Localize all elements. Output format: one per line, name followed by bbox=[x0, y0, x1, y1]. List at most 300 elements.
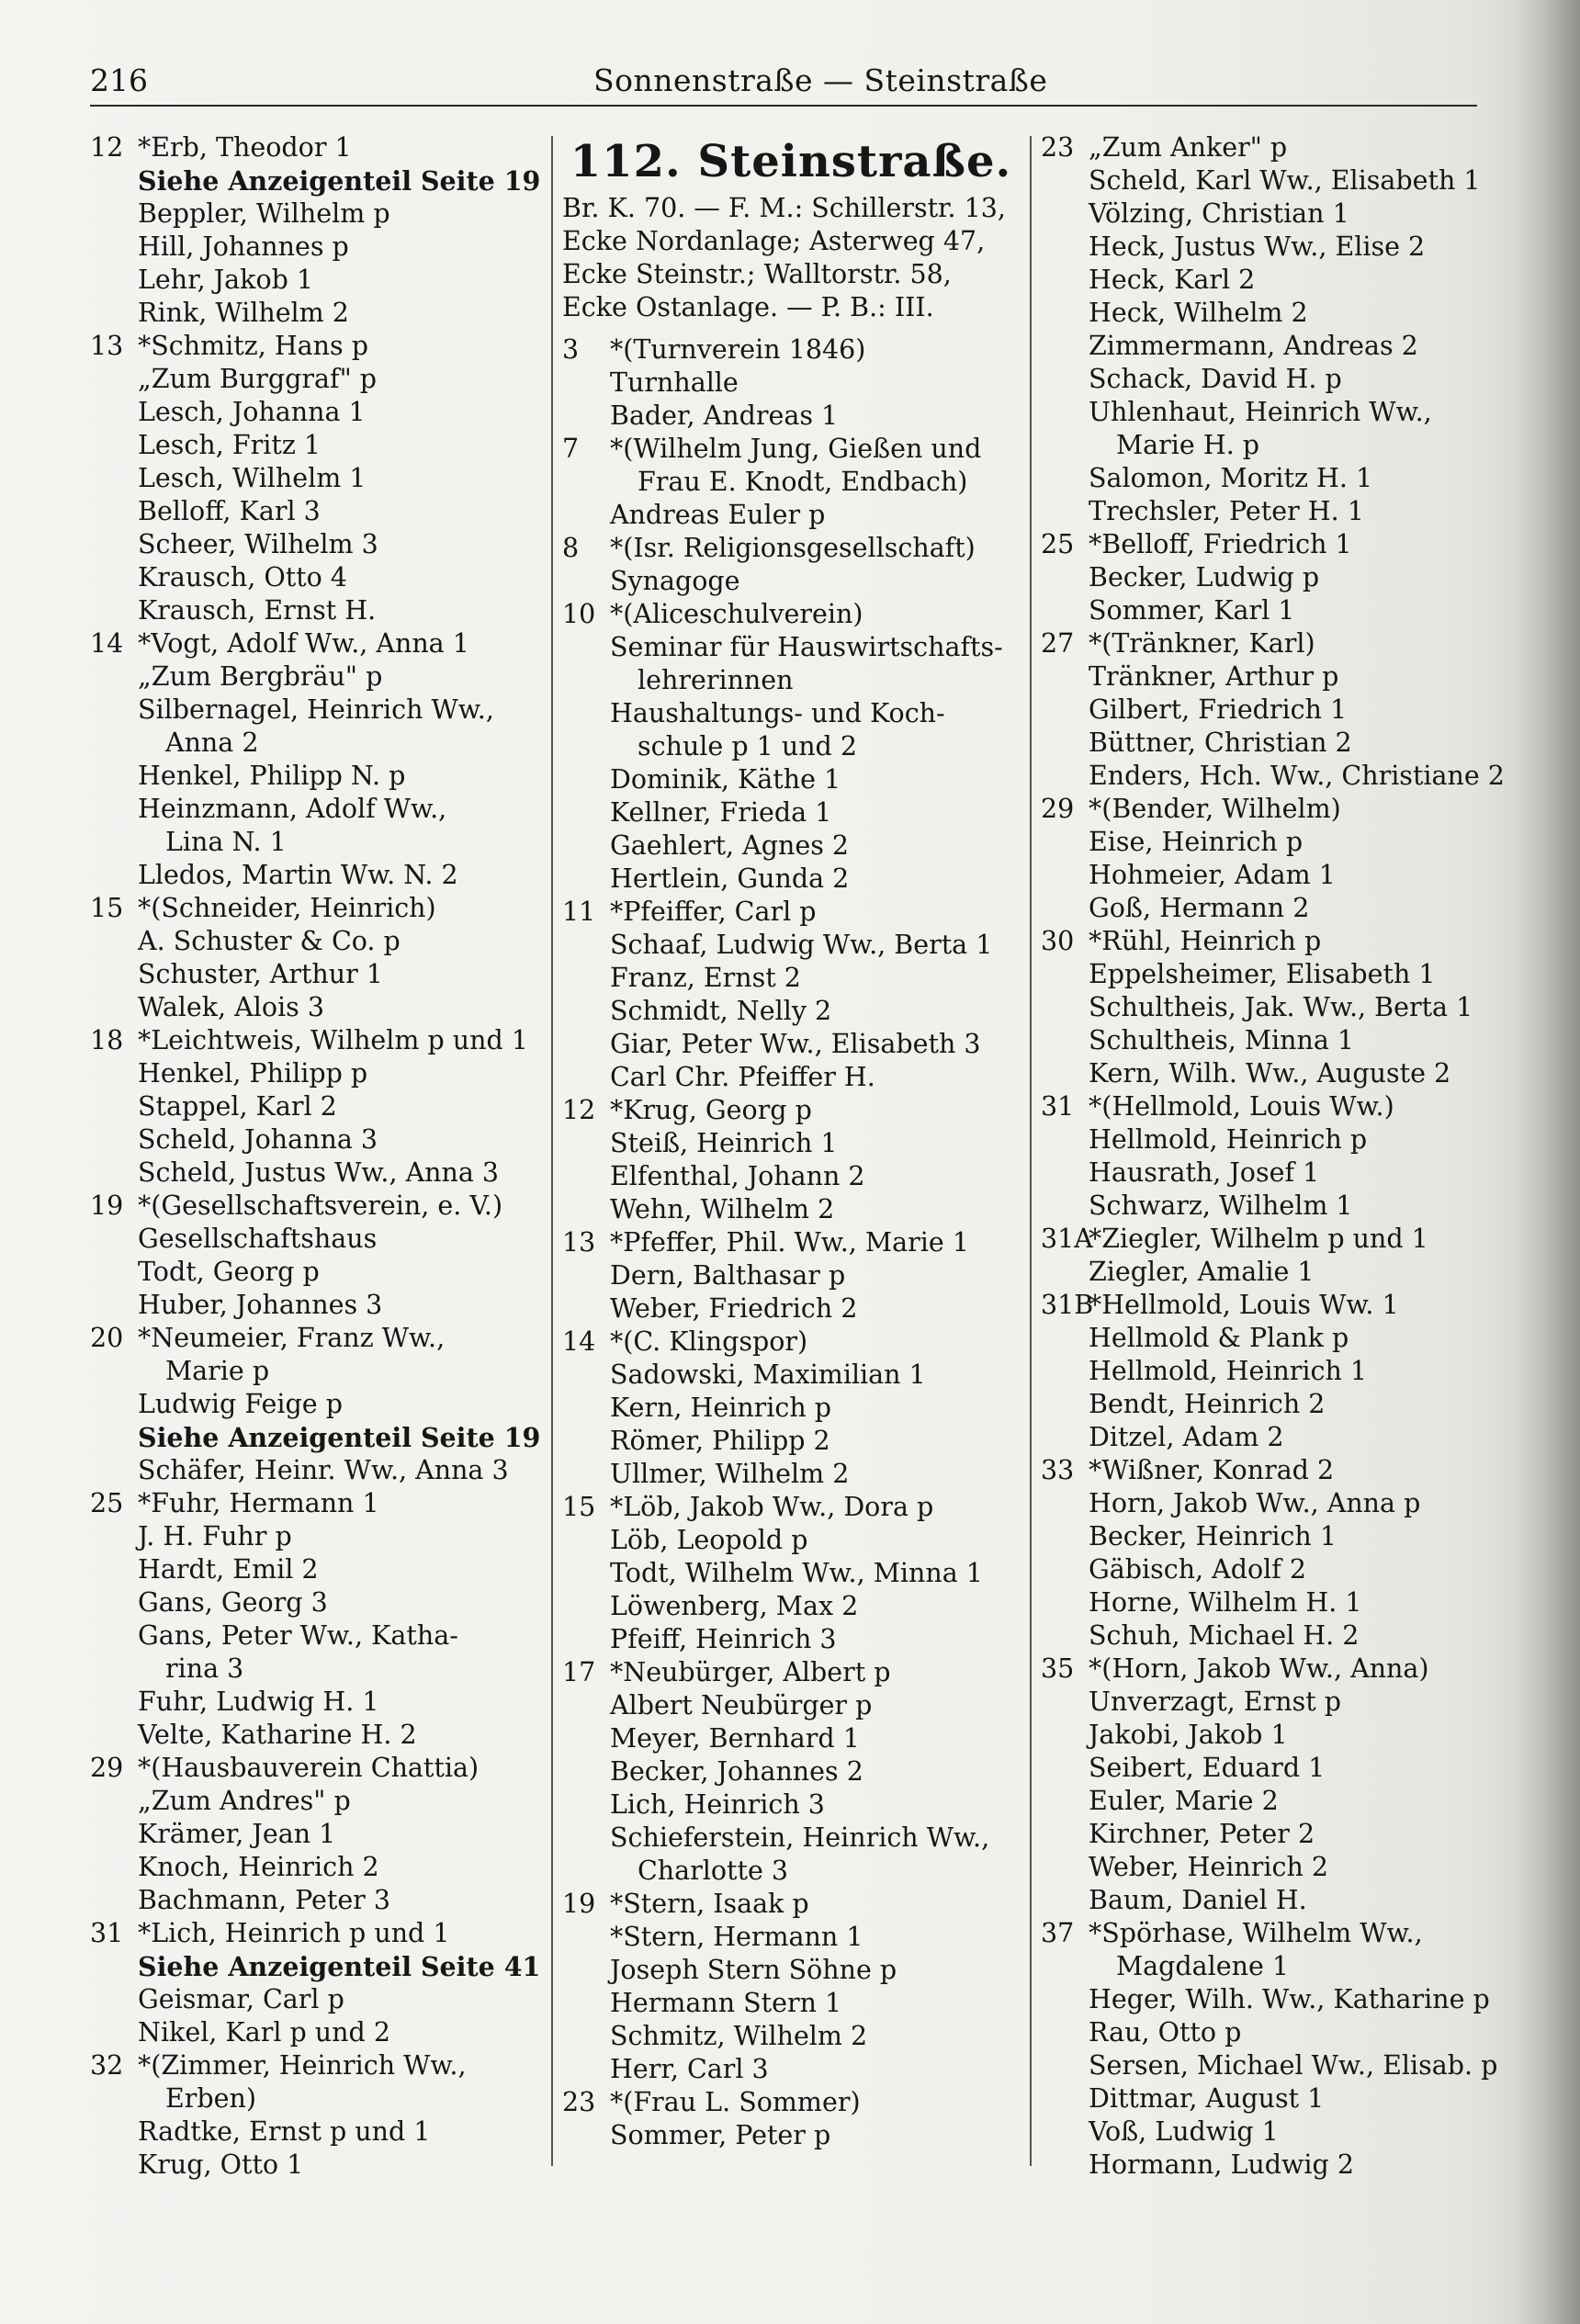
entry-text: *(Hellmold, Louis Ww.) bbox=[1089, 1091, 1394, 1122]
directory-entry bbox=[562, 1689, 1020, 1722]
directory-entry bbox=[90, 1653, 540, 1686]
entry-text: *Neumeier, Franz Ww., bbox=[138, 1323, 446, 1353]
entry-text: Becker, Johannes 2 bbox=[610, 1756, 863, 1787]
directory-entry bbox=[1041, 197, 1500, 231]
entry-text: Scheld, Karl Ww., Elisabeth 1 bbox=[1089, 165, 1481, 196]
house-number: 11 bbox=[562, 897, 596, 927]
entry-text: lehrerinnen bbox=[638, 665, 794, 695]
entry-text: Siehe Anzeigenteil Seite 19 bbox=[138, 165, 541, 197]
entry-text: Gaehlert, Agnes 2 bbox=[610, 830, 850, 861]
directory-entry bbox=[562, 1590, 1020, 1623]
directory-entry bbox=[1041, 1289, 1500, 1322]
entry-text: Franz, Ernst 2 bbox=[610, 963, 801, 993]
directory-entry bbox=[90, 859, 540, 892]
entry-text: Siehe Anzeigenteil Seite 19 bbox=[138, 1422, 541, 1453]
entry-text: Heger, Wilh. Ww., Katharine p bbox=[1089, 1984, 1490, 2014]
directory-entry bbox=[562, 1855, 1020, 1888]
entry-text: Trechsler, Peter H. 1 bbox=[1089, 496, 1364, 526]
directory-entry bbox=[1041, 958, 1500, 991]
directory-entry bbox=[1041, 760, 1505, 793]
street-meta-line: Ecke Nordanlage; Asterweg 47, bbox=[562, 226, 986, 256]
entry-text: schule p 1 und 2 bbox=[638, 731, 857, 762]
directory-entry bbox=[562, 929, 1020, 962]
house-number: 12 bbox=[562, 1095, 596, 1125]
directory-entry bbox=[562, 896, 1020, 929]
directory-entry bbox=[562, 466, 1020, 499]
directory-entry bbox=[562, 499, 1020, 532]
directory-entry bbox=[90, 1289, 540, 1322]
directory-entry bbox=[90, 826, 540, 859]
entry-text: Ullmer, Wilhelm 2 bbox=[610, 1459, 850, 1489]
entry-text: *(Zimmer, Heinrich Ww., bbox=[138, 2050, 467, 2081]
entry-text: *(Bender, Wilhelm) bbox=[1089, 794, 1341, 824]
directory-entry bbox=[1041, 1586, 1500, 1619]
directory-entry bbox=[1041, 264, 1500, 297]
directory-entry bbox=[90, 1785, 540, 1818]
directory-entry bbox=[562, 763, 1020, 796]
directory-entry bbox=[90, 958, 540, 991]
entry-text: Goß, Hermann 2 bbox=[1089, 893, 1310, 923]
directory-entry bbox=[1041, 1653, 1500, 1686]
directory-entry bbox=[562, 1094, 1020, 1127]
entry-text: Sommer, Peter p bbox=[610, 2120, 831, 2150]
directory-entry bbox=[90, 429, 540, 462]
entry-text: Krämer, Jean 1 bbox=[138, 1819, 336, 1849]
column-2-entries bbox=[562, 333, 1020, 2152]
directory-entry bbox=[90, 627, 540, 660]
house-number: 19 bbox=[562, 1889, 596, 1919]
directory-entry bbox=[562, 1259, 1020, 1292]
directory-entry bbox=[562, 1888, 1020, 1921]
entry-text: Beppler, Wilhelm p bbox=[138, 198, 390, 229]
entry-text: Kirchner, Peter 2 bbox=[1089, 1819, 1315, 1849]
directory-entry bbox=[90, 660, 540, 694]
entry-text: Römer, Philipp 2 bbox=[610, 1426, 830, 1456]
directory-entry bbox=[562, 1722, 1020, 1755]
directory-entry bbox=[1041, 627, 1500, 660]
house-number: 12 bbox=[90, 132, 124, 163]
directory-entry bbox=[1041, 231, 1500, 264]
column-2 bbox=[562, 131, 1020, 2152]
entry-text: Hellmold & Plank p bbox=[1089, 1323, 1349, 1353]
directory-entry bbox=[1041, 2082, 1500, 2115]
house-number: 7 bbox=[562, 434, 580, 464]
directory-entry bbox=[562, 333, 1020, 367]
entry-text: Kern, Wilh. Ww., Auguste 2 bbox=[1089, 1058, 1451, 1089]
entry-text: Schuster, Arthur 1 bbox=[138, 959, 383, 989]
spacer bbox=[562, 324, 1020, 333]
entry-text: Albert Neubürger p bbox=[610, 1690, 873, 1720]
directory-entry bbox=[1041, 1190, 1500, 1223]
house-number: 3 bbox=[562, 334, 580, 365]
directory-entry bbox=[90, 1454, 540, 1487]
directory-entry bbox=[90, 1355, 540, 1388]
directory-entry bbox=[90, 330, 540, 363]
entry-text: Hormann, Ludwig 2 bbox=[1089, 2149, 1354, 2180]
directory-entry bbox=[562, 1127, 1020, 1160]
directory-entry bbox=[562, 400, 1020, 433]
entry-text: *(Wilhelm Jung, Gießen und bbox=[610, 434, 982, 464]
house-number: 27 bbox=[1041, 628, 1075, 659]
directory-entry bbox=[90, 131, 540, 164]
directory-entry bbox=[90, 760, 540, 793]
entry-text: Heck, Justus Ww., Elise 2 bbox=[1089, 231, 1426, 262]
entry-text: *(Gesellschaftsverein, e. V.) bbox=[138, 1190, 503, 1221]
entry-text: *(Turnverein 1846) bbox=[610, 334, 866, 365]
directory-entry bbox=[1041, 1520, 1500, 1553]
directory-entry bbox=[1041, 561, 1500, 594]
entry-text: Tränkner, Arthur p bbox=[1089, 661, 1339, 692]
entry-text: Eise, Heinrich p bbox=[1089, 827, 1304, 857]
entry-text: Löb, Leopold p bbox=[610, 1525, 808, 1555]
directory-entry bbox=[1041, 826, 1500, 859]
directory-entry bbox=[1041, 1454, 1500, 1487]
house-number: 14 bbox=[90, 628, 124, 659]
entry-text: *(Frau L. Sommer) bbox=[610, 2087, 861, 2117]
entry-text: Völzing, Christian 1 bbox=[1089, 198, 1349, 229]
entry-text: Baum, Daniel H. bbox=[1089, 1885, 1307, 1915]
house-number: 31B bbox=[1041, 1290, 1094, 1320]
directory-entry bbox=[562, 532, 1020, 565]
entry-text: Marie p bbox=[165, 1356, 270, 1386]
entry-text: *Neubürger, Albert p bbox=[610, 1657, 891, 1687]
directory-entry bbox=[90, 2049, 540, 2082]
entry-text: Horne, Wilhelm H. 1 bbox=[1089, 1587, 1362, 1618]
house-number: 30 bbox=[1041, 926, 1075, 956]
advertisement-reference bbox=[90, 164, 540, 197]
directory-entry bbox=[1041, 925, 1500, 958]
directory-entry bbox=[562, 1226, 1020, 1259]
entry-text: Gans, Peter Ww., Katha- bbox=[138, 1620, 458, 1651]
directory-entry bbox=[90, 727, 540, 760]
directory-entry bbox=[562, 1292, 1020, 1326]
house-number: 10 bbox=[562, 599, 596, 629]
street-meta-line: Ecke Steinstr.; Walltorstr. 58, bbox=[562, 259, 952, 289]
entry-text: Becker, Ludwig p bbox=[1089, 562, 1320, 592]
entry-text: Gans, Georg 3 bbox=[138, 1587, 328, 1618]
directory-entry bbox=[90, 1851, 540, 1884]
entry-text: Hermann Stern 1 bbox=[610, 1988, 842, 2018]
entry-text: Gäbisch, Adolf 2 bbox=[1089, 1554, 1307, 1585]
entry-text: „Zum Bergbräu" p bbox=[138, 661, 383, 692]
directory-entry bbox=[90, 2149, 540, 2182]
entry-text: Schmidt, Nelly 2 bbox=[610, 996, 832, 1026]
entry-text: Löwenberg, Max 2 bbox=[610, 1591, 859, 1621]
entry-text: Heck, Wilhelm 2 bbox=[1089, 298, 1308, 328]
street-heading: 112. Steinstraße. bbox=[570, 136, 1012, 187]
entry-text: Frau E. Knodt, Endbach) bbox=[638, 467, 968, 497]
running-title: Sonnenstraße — Steinstraße bbox=[593, 62, 1048, 98]
directory-entry bbox=[1041, 164, 1500, 197]
directory-entry bbox=[1041, 991, 1500, 1024]
directory-entry bbox=[562, 962, 1020, 995]
directory-entry bbox=[562, 664, 1020, 697]
entry-text: Bendt, Heinrich 2 bbox=[1089, 1389, 1326, 1419]
entry-text: Schmitz, Wilhelm 2 bbox=[610, 2021, 868, 2051]
entry-text: *(C. Klingspor) bbox=[610, 1326, 808, 1357]
entry-text: Horn, Jakob Ww., Anna p bbox=[1089, 1488, 1421, 1518]
directory-entry bbox=[90, 1123, 540, 1156]
directory-entry bbox=[90, 1586, 540, 1619]
directory-entry bbox=[562, 1359, 1020, 1392]
entry-text: Dominik, Käthe 1 bbox=[610, 764, 841, 795]
house-number: 17 bbox=[562, 1657, 596, 1687]
directory-entry bbox=[562, 1326, 1020, 1359]
entry-text: Hardt, Emil 2 bbox=[138, 1554, 319, 1585]
entry-text: Hill, Johannes p bbox=[138, 231, 349, 262]
directory-entry bbox=[1041, 1057, 1500, 1090]
entry-text: Unverzagt, Ernst p bbox=[1089, 1687, 1341, 1717]
entry-text: Lesch, Fritz 1 bbox=[138, 430, 322, 460]
advertisement-reference bbox=[90, 1950, 540, 1983]
directory-entry bbox=[1041, 2016, 1500, 2049]
directory-entry bbox=[1041, 396, 1500, 429]
entry-text: „Zum Andres" p bbox=[138, 1786, 351, 1816]
directory-entry bbox=[90, 561, 540, 594]
entry-text: Schack, David H. p bbox=[1089, 364, 1342, 394]
directory-entry bbox=[1041, 1355, 1500, 1388]
entry-text: Uhlenhaut, Heinrich Ww., bbox=[1089, 397, 1432, 427]
directory-entry bbox=[1041, 1619, 1500, 1653]
entry-text: Weber, Friedrich 2 bbox=[610, 1293, 858, 1324]
directory-entry bbox=[562, 598, 1020, 631]
entry-text: Bader, Andreas 1 bbox=[610, 400, 839, 431]
directory-entry bbox=[1041, 1388, 1500, 1421]
entry-text: Ziegler, Amalie 1 bbox=[1089, 1257, 1315, 1287]
column-1 bbox=[90, 131, 540, 2182]
directory-entry bbox=[90, 1487, 540, 1520]
entry-text: Zimmermann, Andreas 2 bbox=[1089, 331, 1418, 361]
directory-entry bbox=[1041, 495, 1500, 528]
house-number: 13 bbox=[562, 1227, 596, 1258]
page-number: 216 bbox=[90, 62, 148, 98]
directory-entry bbox=[90, 2082, 540, 2115]
directory-entry bbox=[562, 697, 1020, 730]
directory-entry bbox=[562, 1028, 1020, 1061]
entry-text: *Schmitz, Hans p bbox=[138, 331, 368, 361]
entry-text: Gesellschaftshaus bbox=[138, 1224, 378, 1254]
directory-entry bbox=[562, 1954, 1020, 1987]
directory-entry bbox=[1041, 793, 1500, 826]
house-number: 35 bbox=[1041, 1653, 1075, 1684]
entry-text: Steiß, Heinrich 1 bbox=[610, 1128, 838, 1158]
entry-text: Krausch, Ernst H. bbox=[138, 595, 377, 626]
directory-entry bbox=[1041, 528, 1500, 561]
directory-entry bbox=[90, 892, 540, 925]
entry-text: Kern, Heinrich p bbox=[610, 1393, 832, 1423]
directory-entry bbox=[1041, 1719, 1500, 1752]
directory-entry bbox=[90, 1057, 540, 1090]
advertisement-reference bbox=[90, 1421, 540, 1454]
directory-entry bbox=[1041, 1090, 1500, 1123]
entry-text: Radtke, Ernst p und 1 bbox=[138, 2116, 431, 2147]
directory-entry bbox=[90, 264, 540, 297]
entry-text: Geismar, Carl p bbox=[138, 1984, 344, 2014]
entry-text: Krug, Otto 1 bbox=[138, 2149, 304, 2180]
directory-entry bbox=[90, 1090, 540, 1123]
entry-text: Scheld, Justus Ww., Anna 3 bbox=[138, 1157, 500, 1188]
street-meta-line: Ecke Ostanlage. — P. B.: III. bbox=[562, 292, 934, 322]
entry-text: Büttner, Christian 2 bbox=[1089, 728, 1352, 758]
entry-text: *Fuhr, Hermann 1 bbox=[138, 1488, 379, 1518]
entry-text: Voß, Ludwig 1 bbox=[1089, 2116, 1279, 2147]
entry-text: Haushaltungs- und Koch- bbox=[610, 698, 945, 728]
entry-text: Lesch, Johanna 1 bbox=[138, 397, 366, 427]
directory-entry bbox=[90, 2115, 540, 2149]
entry-text: Lina N. 1 bbox=[165, 827, 287, 857]
directory-entry bbox=[1041, 131, 1500, 164]
entry-text: Anna 2 bbox=[165, 728, 259, 758]
directory-entry bbox=[1041, 1785, 1500, 1818]
entry-text: Seibert, Eduard 1 bbox=[1089, 1753, 1326, 1783]
directory-entry bbox=[90, 694, 540, 727]
directory-entry bbox=[1041, 1487, 1500, 1520]
directory-entry bbox=[1041, 1686, 1500, 1719]
entry-text: Sadowski, Maximilian 1 bbox=[610, 1359, 926, 1390]
entry-text: Henkel, Philipp N. p bbox=[138, 761, 406, 791]
page-header bbox=[90, 57, 1477, 107]
entry-text: Schaaf, Ludwig Ww., Berta 1 bbox=[610, 930, 993, 960]
house-number: 25 bbox=[90, 1488, 124, 1518]
entry-text: *Belloff, Friedrich 1 bbox=[1089, 529, 1352, 559]
entry-text: Lehr, Jakob 1 bbox=[138, 265, 314, 295]
directory-entry bbox=[1041, 330, 1500, 363]
directory-entry bbox=[1041, 1123, 1500, 1156]
directory-entry bbox=[562, 565, 1020, 598]
directory-entry bbox=[1041, 2115, 1500, 2149]
directory-entry bbox=[1041, 1553, 1500, 1586]
entry-text: Krausch, Otto 4 bbox=[138, 562, 347, 592]
entry-text: Bachmann, Peter 3 bbox=[138, 1885, 390, 1915]
entry-text: Marie H. p bbox=[1116, 430, 1260, 460]
entry-text: Charlotte 3 bbox=[638, 1856, 789, 1886]
entry-text: Seminar für Hauswirtschafts- bbox=[610, 632, 1003, 662]
entry-text: Pfeiff, Heinrich 3 bbox=[610, 1624, 837, 1654]
directory-entry bbox=[562, 796, 1020, 829]
directory-entry bbox=[562, 730, 1020, 763]
directory-entry bbox=[1041, 2049, 1500, 2082]
entry-text: Hellmold, Heinrich 1 bbox=[1089, 1356, 1368, 1386]
house-number: 23 bbox=[1041, 132, 1075, 163]
house-number: 32 bbox=[90, 2050, 124, 2081]
entry-text: Henkel, Philipp p bbox=[138, 1058, 368, 1089]
entry-text: *Leichtweis, Wilhelm p und 1 bbox=[138, 1025, 528, 1055]
directory-entry bbox=[1041, 462, 1500, 495]
entry-text: Erben) bbox=[165, 2083, 257, 2114]
entry-text: *(Schneider, Heinrich) bbox=[138, 893, 436, 923]
directory-entry bbox=[90, 1520, 540, 1553]
directory-entry bbox=[1041, 363, 1500, 396]
entry-text: Enders, Hch. Ww., Christiane 2 bbox=[1089, 761, 1505, 791]
house-number: 15 bbox=[562, 1492, 596, 1522]
directory-entry bbox=[90, 1719, 540, 1752]
entry-text: Silbernagel, Heinrich Ww., bbox=[138, 694, 494, 725]
entry-text: Euler, Marie 2 bbox=[1089, 1786, 1279, 1816]
entry-text: Hohmeier, Adam 1 bbox=[1089, 860, 1336, 890]
house-number: 29 bbox=[1041, 794, 1075, 824]
entry-text: Kellner, Frieda 1 bbox=[610, 797, 832, 828]
directory-entry bbox=[562, 367, 1020, 400]
entry-text: Salomon, Moritz H. 1 bbox=[1089, 463, 1373, 493]
directory-entry bbox=[1041, 859, 1500, 892]
directory-entry bbox=[1041, 2149, 1500, 2182]
house-number: 19 bbox=[90, 1190, 124, 1221]
entry-text: Rink, Wilhelm 2 bbox=[138, 298, 349, 328]
directory-entry bbox=[90, 1190, 540, 1223]
directory-entry bbox=[562, 1458, 1020, 1491]
entry-text: Giar, Peter Ww., Elisabeth 3 bbox=[610, 1029, 981, 1059]
entry-text: Turnhalle bbox=[610, 367, 739, 398]
directory-entry bbox=[90, 1156, 540, 1190]
entry-text: Synagoge bbox=[610, 566, 740, 596]
entry-text: Walek, Alois 3 bbox=[138, 992, 324, 1022]
entry-text: Heinzmann, Adolf Ww., bbox=[138, 794, 447, 824]
directory-entry bbox=[562, 2053, 1020, 2086]
directory-entry bbox=[90, 1818, 540, 1851]
directory-entry bbox=[1041, 727, 1500, 760]
house-number: 31A bbox=[1041, 1224, 1093, 1254]
entry-text: Lich, Heinrich 3 bbox=[610, 1789, 825, 1820]
entry-text: Scheer, Wilhelm 3 bbox=[138, 529, 378, 559]
directory-entry bbox=[562, 1788, 1020, 1822]
entry-text: *Stern, Hermann 1 bbox=[610, 1922, 863, 1952]
directory-entry bbox=[90, 594, 540, 627]
entry-text: Joseph Stern Söhne p bbox=[610, 1955, 897, 1985]
directory-entry bbox=[90, 231, 540, 264]
entry-text: Dern, Balthasar p bbox=[610, 1260, 846, 1291]
entry-text: Dittmar, August 1 bbox=[1089, 2083, 1325, 2114]
entry-text: Todt, Georg p bbox=[138, 1257, 320, 1287]
directory-entry bbox=[1041, 1322, 1500, 1355]
directory-entry bbox=[1041, 1421, 1500, 1454]
entry-text: *(Hausbauverein Chattia) bbox=[138, 1753, 480, 1783]
directory-entry bbox=[562, 433, 1020, 466]
entry-text: J. H. Fuhr p bbox=[138, 1521, 292, 1551]
entry-text: „Zum Burggraf" p bbox=[138, 364, 377, 394]
entry-text: Stappel, Karl 2 bbox=[138, 1091, 337, 1122]
house-number: 25 bbox=[1041, 529, 1075, 559]
entry-text: Huber, Johannes 3 bbox=[138, 1290, 383, 1320]
directory-entry bbox=[90, 396, 540, 429]
entry-text: rina 3 bbox=[165, 1653, 244, 1684]
entry-text: *Hellmold, Louis Ww. 1 bbox=[1089, 1290, 1399, 1320]
directory-entry bbox=[90, 1983, 540, 2016]
entry-text: Heck, Karl 2 bbox=[1089, 265, 1256, 295]
directory-entry bbox=[1041, 1983, 1500, 2016]
entry-text: Jakobi, Jakob 1 bbox=[1089, 1720, 1288, 1750]
entry-text: *(Tränkner, Karl) bbox=[1089, 628, 1315, 659]
directory-entry bbox=[1041, 1223, 1500, 1256]
entry-text: *Spörhase, Wilhelm Ww., bbox=[1089, 1918, 1423, 1948]
directory-entry bbox=[562, 1921, 1020, 1954]
directory-entry bbox=[562, 2020, 1020, 2053]
house-number: 8 bbox=[562, 533, 580, 563]
directory-entry bbox=[562, 829, 1020, 863]
entry-text: *Erb, Theodor 1 bbox=[138, 132, 352, 163]
entry-text: Weber, Heinrich 2 bbox=[1089, 1852, 1328, 1882]
entry-text: Sommer, Karl 1 bbox=[1089, 595, 1295, 626]
directory-entry bbox=[1041, 429, 1500, 462]
entry-text: Andreas Euler p bbox=[610, 500, 826, 530]
directory-entry bbox=[562, 1524, 1020, 1557]
directory-entry bbox=[1041, 1256, 1500, 1289]
entry-text: *Stern, Isaak p bbox=[610, 1889, 809, 1919]
entry-text: Eppelsheimer, Elisabeth 1 bbox=[1089, 959, 1436, 989]
directory-entry bbox=[1041, 694, 1500, 727]
entry-text: *Wißner, Konrad 2 bbox=[1089, 1455, 1335, 1485]
directory-entry bbox=[562, 2086, 1020, 2119]
directory-entry bbox=[90, 197, 540, 231]
